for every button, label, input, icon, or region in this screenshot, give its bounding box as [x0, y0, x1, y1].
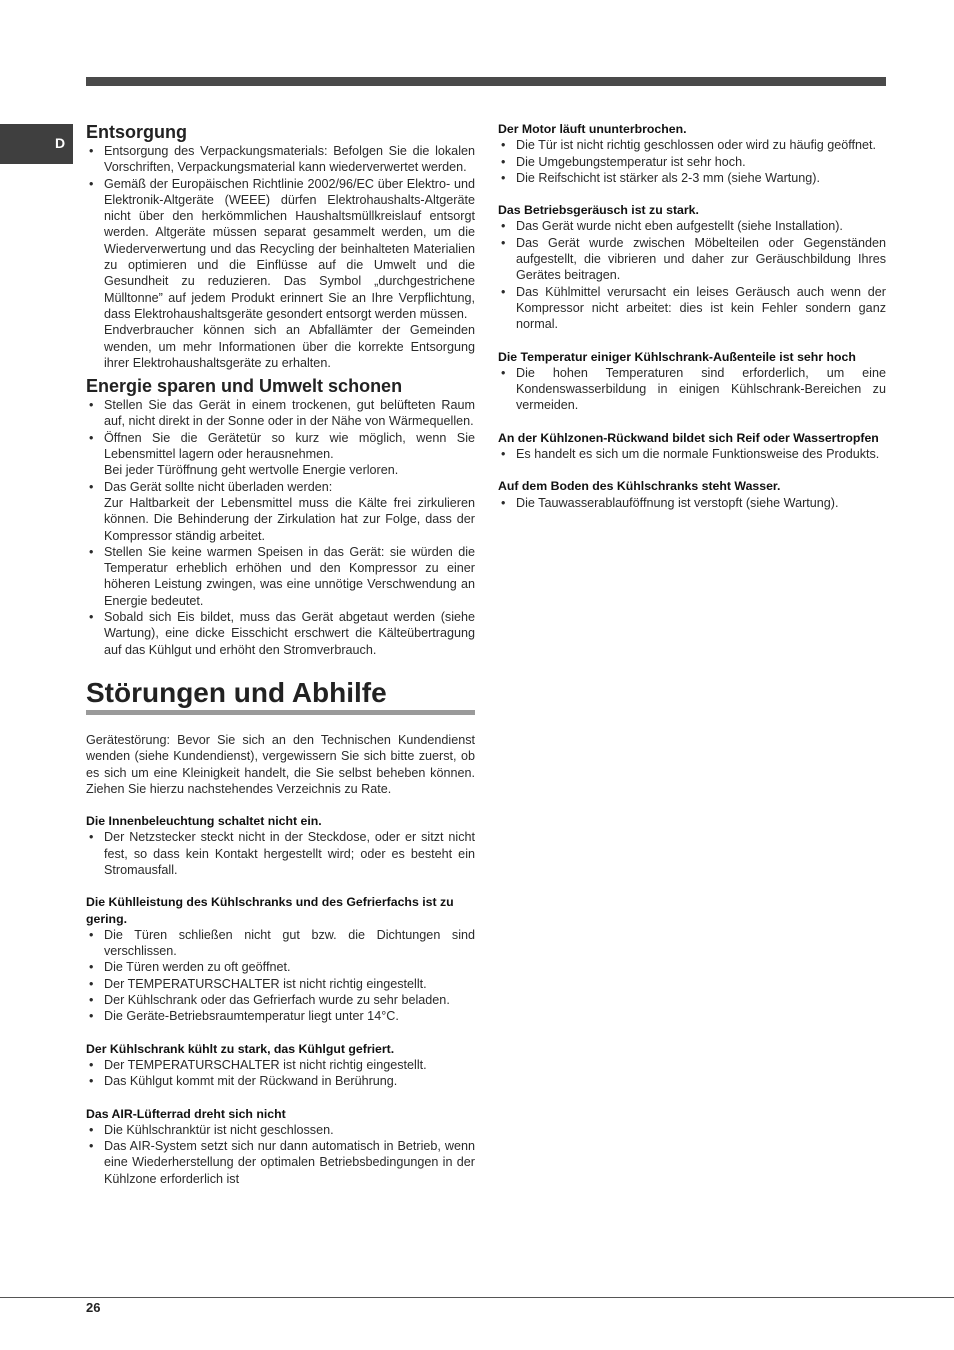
- footer-rule: [0, 1297, 954, 1298]
- problem-list: [86, 927, 475, 1025]
- left-column: [86, 121, 475, 1187]
- right-column: [498, 121, 886, 511]
- problem-title: Das Betriebsgeräusch ist zu stark.: [498, 203, 699, 218]
- intro-paragraph: Gerätestörung: Bevor Sie sich an den Technischen Kundendienst wenden (siehe Kundendienst), vergewissern Sie sich bitte zuerst, ob es sich um eine Kleinigkeit handelt, die Sie selbst beheben können. Ziehen Sie hierzu nachstehendes Verzeichnis zu Rate.: [86, 732, 475, 796]
- list-item: [86, 479, 475, 544]
- entsorgung-list: [86, 143, 475, 371]
- page-title: Störungen und Abhilfe: [86, 676, 475, 715]
- language-tab: [0, 124, 73, 164]
- problem-title: Die Innenbeleuchtung schaltet nicht ein.: [86, 814, 322, 829]
- list-item: • Das Gerät wurde nicht eben aufgestellt (siehe Installation).: [498, 218, 886, 234]
- list-item: • Die Tauwasserablauföffnung ist verstopft (siehe Wartung).: [498, 495, 886, 511]
- list-item: • Das Kühlmittel verursacht ein leises Geräusch auch wenn der Kompressor nicht arbeitet: dies ist kein Fehler sondern ganz normal.: [498, 284, 886, 333]
- list-item: [86, 397, 475, 430]
- problem-list: [498, 365, 886, 414]
- problem-title: Die Temperatur einiger Kühlschrank-Außenteile ist sehr hoch: [498, 349, 856, 364]
- list-item: • Die Umgebungstemperatur ist sehr hoch.: [498, 154, 886, 170]
- problem-title: An der Kühlzonen-Rückwand bildet sich Reif oder Wassertropfen: [498, 430, 879, 445]
- section-title-entsorgung: Entsorgung: [86, 122, 187, 142]
- list-item-text: • Das Gerät sollte nicht überladen werden:: [104, 479, 333, 494]
- problem-title: Der Motor läuft ununterbrochen.: [498, 122, 687, 136]
- list-item: • Die Türen werden zu oft geöffnet.: [86, 959, 475, 975]
- list-item: • Entsorgung des Verpackungsmaterials: Befolgen Sie die lokalen Vorschriften, Verpackungsmaterial kann wiederverwertet werden.: [86, 143, 475, 176]
- problem-list: [498, 218, 886, 332]
- energie-list: [86, 397, 475, 658]
- list-item: • Die Tür ist nicht richtig geschlossen oder wird zu häufig geöffnet.: [498, 137, 886, 153]
- list-item-continuation: Bei jeder Türöffnung geht wertvolle Energie verloren.: [104, 463, 399, 478]
- problem-title: Auf dem Boden des Kühlschranks steht Wasser.: [498, 479, 781, 494]
- problem-list: [86, 1122, 475, 1187]
- list-item: • Die Reifschicht ist stärker als 2-3 mm (siehe Wartung).: [498, 170, 886, 186]
- list-item: • Das Kühlgut kommt mit der Rückwand in Berührung.: [86, 1073, 475, 1089]
- problem-list: [498, 137, 886, 186]
- problem-list: [498, 495, 886, 511]
- list-item: [86, 609, 475, 658]
- list-item-text: • Öffnen Sie die Gerätetür so kurz wie möglich, wenn Sie Lebensmittel lagern oder herausnehmen.: [104, 430, 475, 462]
- problem-list: [86, 829, 475, 878]
- list-item-text: Stellen Sie das Gerät in einem trockenen, gut belüfteten Raum auf, nicht direkt in der Sonne oder in der Nähe von Wärmequellen.: [104, 398, 475, 429]
- list-item: • Das Gerät wurde zwischen Möbelteilen oder Gegenständen aufgestellt, die vibrieren und daher zur Geräuschbildung Ihres Gerätes beitragen.: [498, 235, 886, 284]
- list-item-continuation: Zur Haltbarkeit der Lebensmittel muss die Kälte frei zirkulieren können. Die Behinderung der Zirkulation hat zur Folge, dass der Kompressor ständig arbeitet.: [104, 495, 475, 543]
- list-item: • Die Türen schließen nicht gut bzw. die Dichtungen sind verschlissen.: [86, 927, 475, 960]
- list-item-text: Sobald sich Eis bildet, muss das Gerät abgetaut werden (siehe Wartung), eine dicke Eisschicht erschwert die Kälteübertragung auf das Kühlgut und erhöht den Stromverbrauch.: [104, 610, 475, 657]
- list-item: [86, 430, 475, 479]
- problem-title: Das AIR-Lüfterrad dreht sich nicht: [86, 1106, 286, 1121]
- list-item: • Die Kühlschranktür ist nicht geschlossen.: [86, 1122, 475, 1138]
- list-item: • Die hohen Temperaturen sind erforderlich, um eine Kondenswasserbildung in einigen Kühlschrank-Bereichen zu vermeiden.: [498, 365, 886, 414]
- list-item: • Der TEMPERATURSCHALTER ist nicht richtig eingestellt.: [86, 976, 475, 992]
- problem-list: [86, 1057, 475, 1090]
- list-item-text: • Gemäß der Europäischen Richtlinie 2002/96/EC über Elektro- und Elektronik-Altgeräte (WEEE) dürfen Elektrohaushalts-Altgeräte nicht über den herkömmlichen Haushaltsmüllkreislauf entsorgt werden. Altgeräte müssen separat gesammelt werden, um die Wiederverwertung und das Recycling der beinhalteten Materialien zu optimieren und die Einflüsse auf die Umwelt und die Gesundheit zu reduzieren. Das Symbol „durchgestrichene Mülltonne” auf jedem Produkt erinnert Sie an Ihre Verpflichtung, dass Elektrohaushaltsgeräte gesondert entsorgt werden müssen.: [104, 176, 475, 321]
- list-item: [86, 544, 475, 609]
- page-number: 26: [86, 1300, 101, 1315]
- list-item: • Der Netzstecker steckt nicht in der Steckdose, oder er sitzt nicht fest, so dass kein Kontakt hergestellt wird; oder es besteht ein Stromausfall.: [86, 829, 475, 878]
- list-item-continuation: Endverbraucher können sich an Abfallämter der Gemeinden wenden, um mehr Informationen über die korrekte Entsorgung ihrer Elektrohaushaltsgeräte zu erhalten.: [104, 323, 475, 370]
- problem-list: [498, 446, 886, 462]
- problem-title: Der Kühlschrank kühlt zu stark, das Kühlgut gefriert.: [86, 1041, 395, 1056]
- list-item: • Es handelt es sich um die normale Funktionsweise des Produkts.: [498, 446, 886, 462]
- list-item: • Der Kühlschrank oder das Gefrierfach wurde zu sehr beladen.: [86, 992, 475, 1008]
- list-item: • Der TEMPERATURSCHALTER ist nicht richtig eingestellt.: [86, 1057, 475, 1073]
- problem-title: Die Kühlleistung des Kühlschranks und des Gefrierfachs ist zu gering.: [86, 895, 454, 926]
- list-item: • Das AIR-System setzt sich nur dann automatisch in Betrieb, wenn eine Wiederherstellung der optimalen Betriebsbedingungen in der Kühlzone erforderlich ist: [86, 1138, 475, 1187]
- top-rule: [86, 77, 886, 86]
- language-code: D: [55, 135, 66, 151]
- list-item-text: Stellen Sie keine warmen Speisen in das Gerät: sie würden die Temperatur erheblich erhöhen und den Kompressor zu einer höheren Leistung zwingen, was eine unnötige Verschwendung an Energie bedeutet.: [104, 544, 475, 608]
- section-title-energie: Energie sparen und Umwelt schonen: [86, 376, 403, 397]
- list-item: [86, 176, 475, 372]
- list-item: • Die Geräte-Betriebsraumtemperatur liegt unter 14°C.: [86, 1008, 475, 1024]
